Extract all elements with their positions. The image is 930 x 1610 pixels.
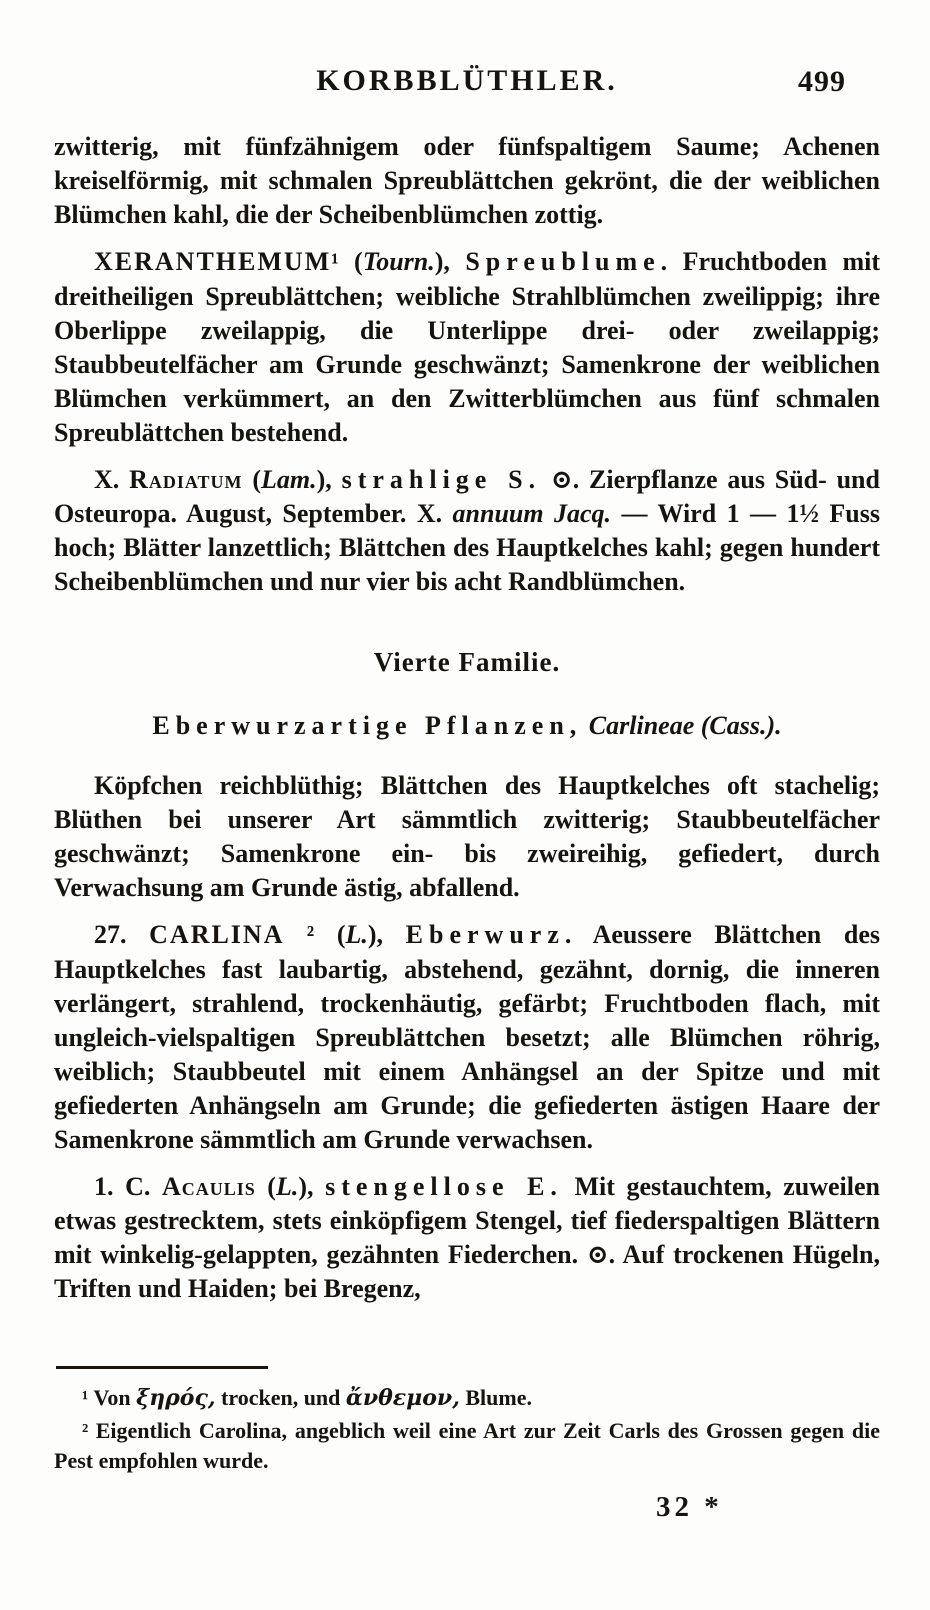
body-text: — Wird 1 — 1½ Fuss hoch; Blätter lanzettlich; Blättchen des Hauptkelches kahl; gegen hundert Scheibenblümchen und nur vier bis acht Randblümchen.: [54, 499, 880, 596]
body-text: . Aeussere Blättchen des Hauptkelches fast laubartig, abstehend, gezähnt, dornig, die inneren verlängert, strahlend, trockenhäutig, gefärbt; Fruchtboden flach, mit ungleich-vielspaltigen Spreublättchen besetzt; alle Blümchen röhrig, weiblich; Staubbeutel mit einem Anhängsel an der Spitze und mit gefiederten Anhängseln am Grunde; die gefiederten ästigen Haare der Samenkrone sämmtlich am Grunde verwachsen.: [54, 920, 880, 1154]
species-number: 1. C.: [94, 1172, 162, 1201]
footnote-2: [54, 1416, 880, 1475]
paren-close: ),: [367, 920, 406, 949]
paren-close: ),: [298, 1172, 326, 1201]
text-block: [54, 130, 880, 1306]
subheading-latin: Carlineae (Cass.).: [582, 711, 782, 740]
body-text: . Zierpflanze aus Süd- und Osteuropa. August, September. X.: [54, 465, 880, 528]
footnote-1: [54, 1383, 880, 1413]
page-number: 499: [798, 65, 846, 98]
footnote-text: Eigentlich Carolina, angeblich weil eine Art zur Zeit Carls des Grossen gegen die Pest empfohlen wurde.: [54, 1418, 880, 1473]
common-name: stengellose E.: [325, 1172, 563, 1201]
author-abbrev: Tourn.: [362, 247, 435, 276]
common-name: Eberwurz: [405, 920, 565, 949]
family-subheading: [54, 709, 880, 743]
genus-abbrev: X.: [94, 465, 130, 494]
paragraph-continuation: [54, 130, 880, 232]
body-text: Köpfchen reichblüthig; Blättchen des Hauptkelches oft stachelig; Blüthen bei unserer Art sämmtlich zwitterig; Staubbeutelfächer geschwänzt; Samenkrone ein- bis zweireihig, gefiedert, durch Verwachsung am Grunde ästig, abfallend.: [54, 771, 880, 902]
species-name: Radiatum: [129, 465, 243, 494]
genus-name: CARLINA: [149, 920, 285, 949]
paren-open: (: [314, 920, 346, 949]
subheading-german: Eberwurzartige Pflanzen,: [152, 711, 583, 740]
body-text: zwitterig, mit fünfzähnigem oder fünfspaltigem Saume; Achenen kreiselförmig, mit schmalen Spreublättchen gekrönt, die der weiblichen Blümchen kahl, die der Scheibenblümchen zottig.: [54, 132, 880, 229]
page-header: [54, 64, 880, 106]
author-abbrev: L.: [345, 920, 368, 949]
footnote-text: trocken, und: [215, 1385, 346, 1410]
signature-mark: 32 *: [656, 1491, 723, 1523]
running-title: KORBBLÜTHLER.: [316, 64, 618, 97]
paragraph-c-acaulis: [54, 1170, 880, 1306]
paragraph-x-radiatum: [54, 463, 880, 599]
paren-close: ),: [316, 465, 342, 494]
greek-word: ἄνθεμον,: [345, 1385, 460, 1411]
footnote-text: Blume.: [459, 1385, 532, 1410]
annual-plant-symbol: ⊙: [550, 465, 573, 495]
footnote-text: Von: [93, 1385, 137, 1410]
body-text: Mit gestauchtem, zuweilen etwas gestrecktem, stets einköpfigem Stengel, tief fiederspaltigen Blättern mit winkelig-gelappten, gezähnten Fiederchen.: [54, 1172, 880, 1269]
annual-plant-symbol: ⊙: [586, 1240, 609, 1270]
paren-close: ),: [434, 247, 466, 276]
paren-open: (: [255, 1172, 276, 1201]
footnote-mark: ¹: [331, 249, 339, 276]
greek-word: ξηρός,: [136, 1385, 216, 1411]
species-name: Acaulis: [161, 1172, 256, 1201]
footnote-marker: ²: [82, 1419, 96, 1443]
footnote-rule: [56, 1366, 268, 1369]
common-name: Spreublume: [465, 247, 661, 276]
genus-number: 27.: [94, 920, 150, 949]
author-abbrev: Lam.: [261, 465, 317, 494]
paragraph-family-description: [54, 769, 880, 905]
common-name: strahlige S.: [341, 465, 542, 494]
paragraph-xeranthemum: [54, 245, 880, 450]
paren-open: (: [338, 247, 363, 276]
author-abbrev: L.: [275, 1172, 299, 1201]
footnote-area: [54, 1366, 880, 1610]
synonym-name: annuum Jacq.: [452, 499, 612, 528]
body-text: . Auf trockenen Hügeln, Triften und Haiden; bei Bregenz,: [54, 1240, 880, 1303]
paren-open: (: [242, 465, 261, 494]
footnote-marker: ¹: [82, 1386, 94, 1410]
paragraph-carlina: [54, 918, 880, 1157]
family-heading: Vierte Familie.: [373, 647, 561, 677]
genus-name: XERANTHEMUM: [94, 247, 332, 276]
body-text: . Fruchtboden mit dreitheiligen Spreublättchen; weibliche Strahlblümchen zweilippig; ihre Oberlippe zweilappig, die Unterlippe drei- oder zweilappig; Staubbeutelfächer am Grunde geschwänzt; Samenkrone der weiblichen Blümchen verkümmert, an den Zwitterblümchen aus fünf schmalen Spreublättchen bestehend.: [54, 247, 880, 447]
footnote-mark: ²: [284, 922, 315, 949]
